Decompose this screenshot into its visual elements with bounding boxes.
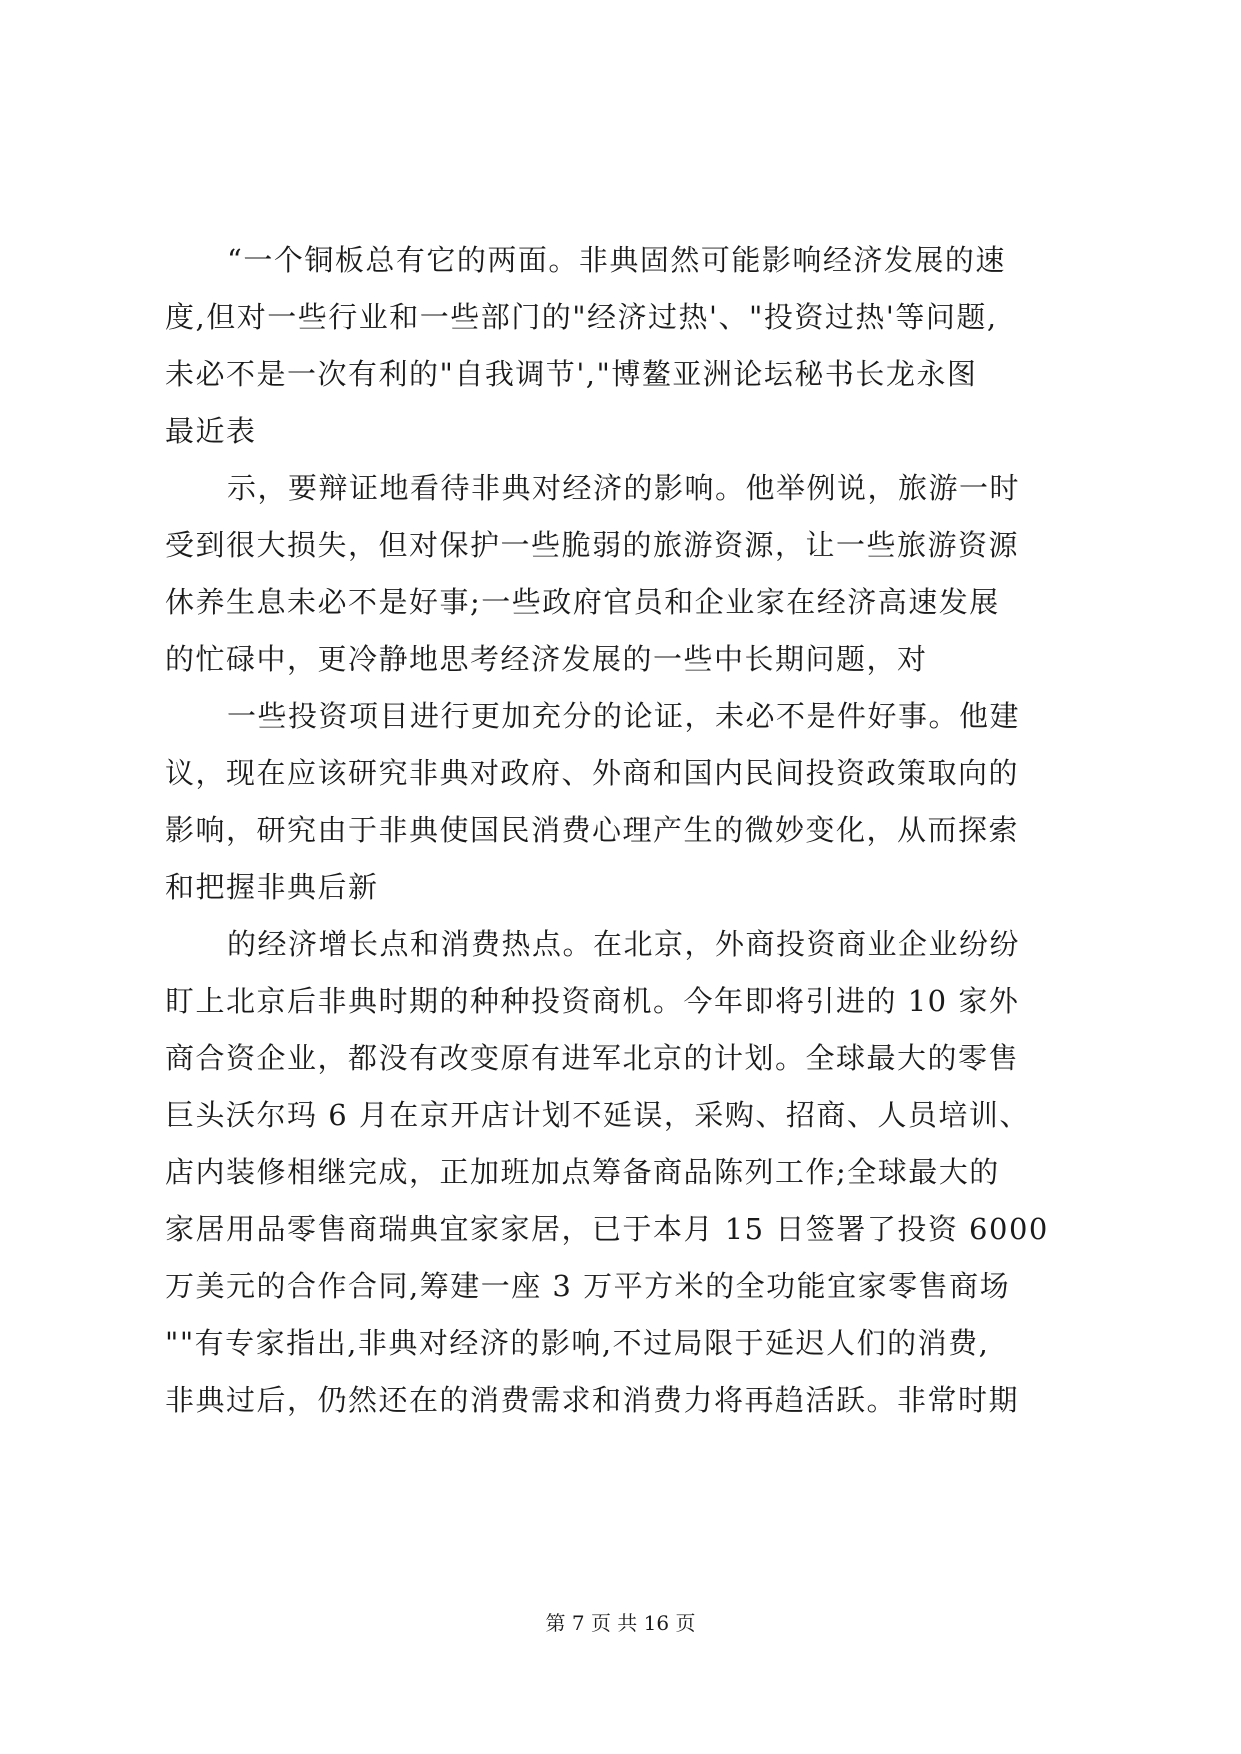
text-line: 度,但对一些行业和一些部门的"经济过热'、"投资过热'等问题, (165, 300, 998, 334)
text-line: 万美元的合作合同,筹建一座 3 万平方米的全功能宜家零售商场 (165, 1269, 1011, 1303)
text-line: 的经济增长点和消费热点。在北京，外商投资商业企业纷纷 (227, 927, 1021, 961)
text-line: ""有专家指出,非典对经济的影响,不过局限于延迟人们的消费, (165, 1326, 990, 1360)
paragraph-4 (165, 916, 1085, 1429)
paragraph-1 (165, 232, 1085, 460)
text-line: 巨头沃尔玛 6 月在京开店计划不延误，采购、招商、人员培训、 (165, 1098, 1030, 1132)
text-line: 未必不是一次有利的"自我调节',"博鳌亚洲论坛秘书长龙永图 (165, 357, 978, 391)
text-line: 最近表 (165, 414, 257, 448)
text-line: 一些投资项目进行更加充分的论证，未必不是件好事。他建 (227, 699, 1021, 733)
text-line: “一个铜板总有它的两面。非典固然可能影响经济发展的速 (227, 243, 1006, 277)
text-line: 休养生息未必不是好事;一些政府官员和企业家在经济高速发展 (165, 585, 1000, 619)
text-line: 议，现在应该研究非典对政府、外商和国内民间投资政策取向的 (165, 756, 1020, 790)
paragraph-2 (165, 460, 1085, 688)
text-line: 商合资企业，都没有改变原有进军北京的计划。全球最大的零售 (165, 1041, 1020, 1075)
text-line: 家居用品零售商瑞典宜家家居，已于本月 15 日签署了投资 6000 (165, 1212, 1049, 1246)
text-line: 影响，研究由于非典使国民消费心理产生的微妙变化，从而探索 (165, 813, 1020, 847)
page-number-label: 第 7 页 共 16 页 (545, 1611, 696, 1635)
text-line: 和把握非典后新 (165, 870, 379, 904)
text-line: 店内装修相继完成，正加班加点筹备商品陈列工作;全球最大的 (165, 1155, 1000, 1189)
text-line: 盯上北京后非典时期的种种投资商机。今年即将引进的 10 家外 (165, 984, 1020, 1018)
page-footer (0, 1608, 1241, 1638)
text-line: 示，要辩证地看待非典对经济的影响。他举例说，旅游一时 (227, 471, 1021, 505)
text-line: 受到很大损失，但对保护一些脆弱的旅游资源，让一些旅游资源 (165, 528, 1020, 562)
text-line: 的忙碌中，更冷静地思考经济发展的一些中长期问题，对 (165, 642, 928, 676)
text-line: 非典过后，仍然还在的消费需求和消费力将再趋活跃。非常时期 (165, 1383, 1020, 1417)
body-text (165, 232, 1085, 1429)
paragraph-3 (165, 688, 1085, 916)
